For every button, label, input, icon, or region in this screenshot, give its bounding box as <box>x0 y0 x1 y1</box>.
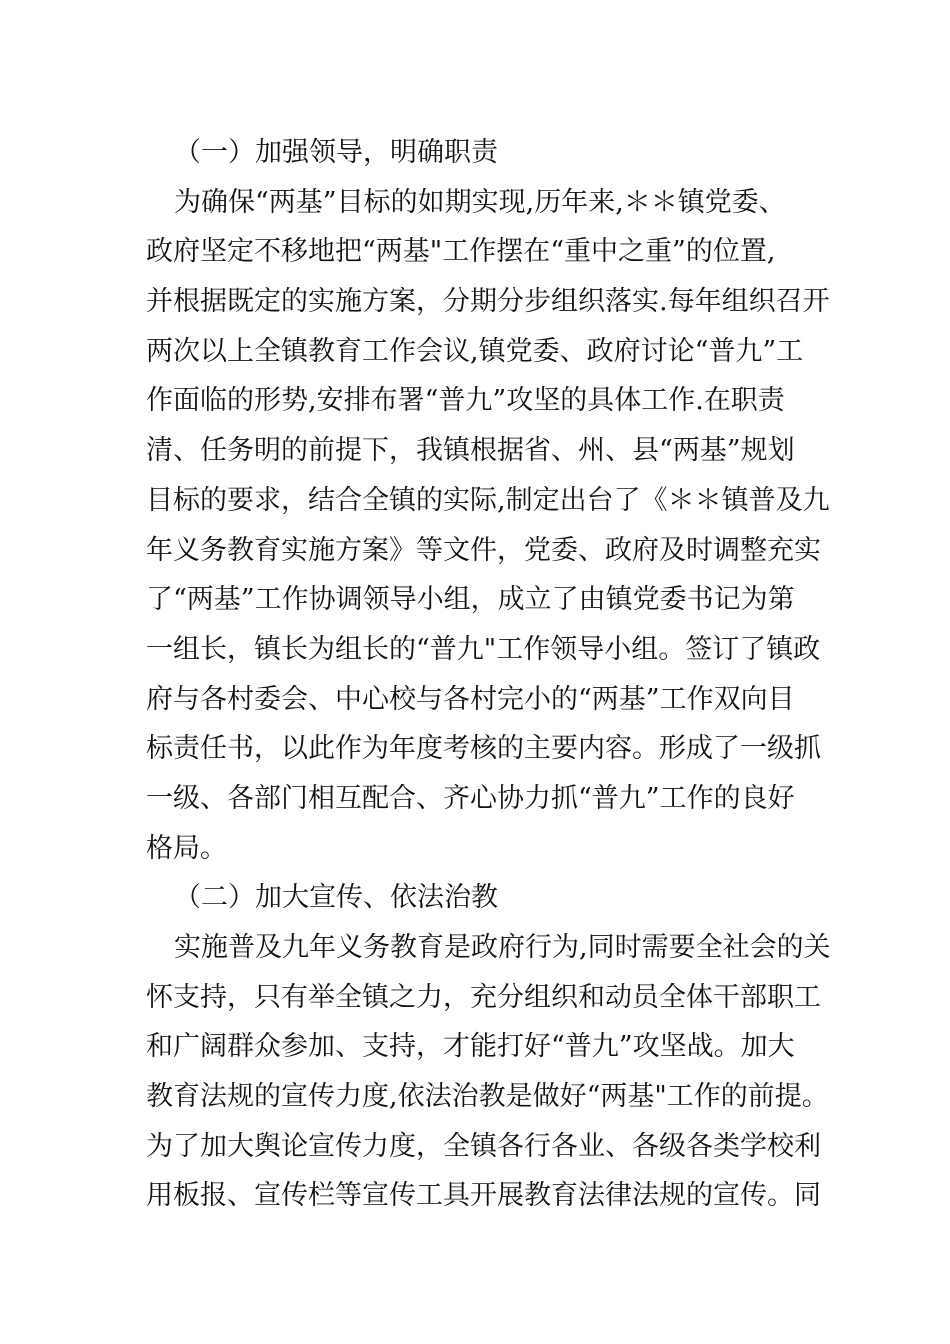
paragraph-line: 了“两基”工作协调领导小组，成立了由镇党委书记为第 <box>146 584 795 616</box>
paragraph-line: 实施普及九年义务教育是政府行为,同时需要全社会的关 <box>174 932 831 963</box>
paragraph-line: 怀支持，只有举全镇之力，充分组织和动员全体干部职工 <box>146 981 821 1013</box>
paragraph-line: 两次以上全镇教育工作会议,镇党委、政府讨论“普九”工 <box>146 335 804 367</box>
paragraph-line: 标责任书，以此作为年度考核的主要内容。形成了一级抓 <box>146 733 821 765</box>
paragraph-line: 政府坚定不移地把“两基"工作摆在“重中之重”的位置, <box>146 236 776 268</box>
paragraph-line: 为了加大舆论宣传力度，全镇各行各业、各级各类学校利 <box>146 1130 821 1162</box>
paragraph-line: 作面临的形势,安排布署“普九”攻坚的具体工作.在职责 <box>146 385 785 417</box>
paragraph-line: 目标的要求，结合全镇的实际,制定出台了《＊＊镇普及九 <box>146 484 830 516</box>
paragraph-line: 一组长，镇长为组长的“普九"工作领导小组。签订了镇政 <box>146 633 821 665</box>
paragraph-line: 一级、各部门相互配合、齐心协力抓“普九”工作的良好 <box>146 782 795 814</box>
document-body <box>146 128 831 1221</box>
paragraph-line: 教育法规的宣传力度,依法治教是做好“两基"工作的前提。 <box>146 1081 829 1113</box>
section-heading-2: （二）加大宣传、依法治教 <box>174 882 498 914</box>
paragraph-line: 并根据既定的实施方案，分期分步组织落实.每年组织召开 <box>146 286 830 318</box>
paragraph-line: 年义务教育实施方案》等文件，党委、政府及时调整充实 <box>146 534 821 566</box>
paragraph-line: 清、任务明的前提下，我镇根据省、州、县“两基”规划 <box>146 435 795 467</box>
section-heading-1: （一）加强领导，明确职责 <box>174 137 498 168</box>
paragraph-line: 格局。 <box>146 832 227 864</box>
paragraph-line: 府与各村委会、中心校与各村完小的“两基”工作双向目 <box>146 683 795 715</box>
paragraph-line: 为确保“两基”目标的如期实现,历年来,＊＊镇党委、 <box>174 186 786 218</box>
paragraph-line: 和广阔群众参加、支持，才能打好“普九”攻坚战。加大 <box>146 1031 795 1063</box>
paragraph-line: 用板报、宣传栏等宣传工具开展教育法律法规的宣传。同 <box>146 1180 821 1212</box>
